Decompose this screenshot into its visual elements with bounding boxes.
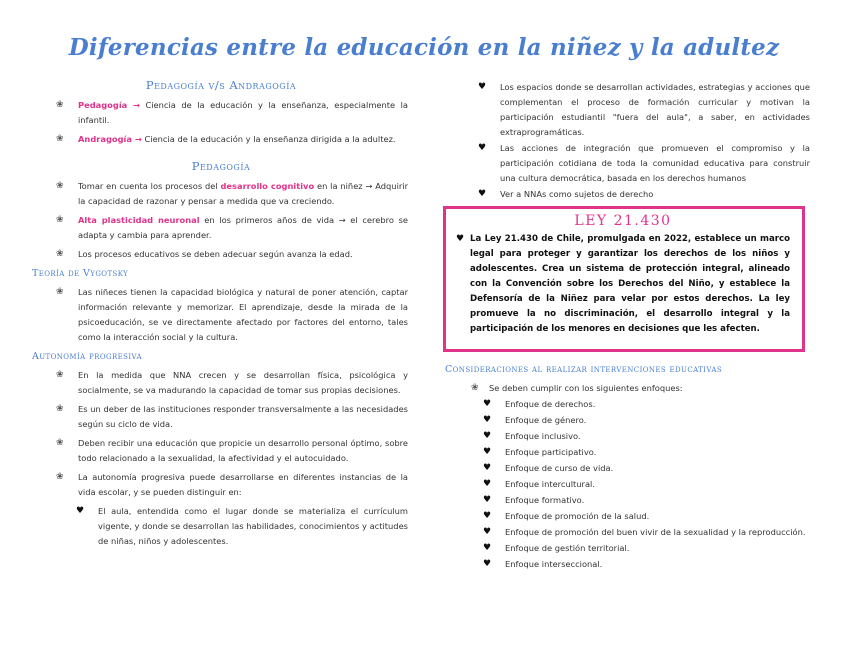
heart-bullet-icon: ♥: [483, 463, 492, 473]
section-heading-autonomia: Autonomía progresiva: [32, 351, 142, 362]
law-title: LEY 21.430: [574, 213, 672, 229]
list-item: ♥ Enfoque inclusivo.: [465, 429, 810, 444]
heart-bullet-icon: ♥: [483, 447, 492, 457]
list-item: ❀ Tomar en cuenta los procesos del desarrollo cognitivo en la niñez → Adquirir la capacidad de razonar y pensar a medida que va creciendo.: [56, 181, 409, 206]
list-item: ❀ En la medida que NNA crecen y se desarrollan física, psicológica y socialmente, se va madurando la capacidad de tomar sus propias decisiones.: [56, 370, 408, 395]
heart-bullet-icon: ♥: [483, 431, 492, 441]
flower-bullet-icon: ❀: [56, 370, 64, 380]
flower-bullet-icon: ❀: [471, 383, 479, 393]
list-item: ♥ El aula, entendida como el lugar donde se materializa el currículum vigente, y donde se desarrollan las habilidades, conocimientos y actitudes de niñas, niños y adolescentes.: [76, 506, 408, 546]
list-item: ❀ La autonomía progresiva puede desarrollarse en diferentes instancias de la vida escolar, y se pueden distinguir en:: [56, 472, 408, 497]
approaches-list: [465, 397, 810, 572]
autonomia-list: [34, 368, 408, 500]
heart-bullet-icon: ♥: [478, 189, 487, 199]
section-heading-vygotsky: Teoría de Vygotsky: [32, 268, 129, 279]
flower-bullet-icon: ❀: [56, 472, 64, 482]
list-item: ❀ Las niñeces tienen la capacidad biológica y natural de poner atención, captar información relevante y memorizar. El aprendizaje, desde la mirada de la psicoeducación, se ve directamente afectado por factores del entorno, tales como la interacción social y la cultura.: [56, 287, 408, 342]
list-item: ♥ Enfoque de promoción de la salud.: [465, 509, 810, 524]
law-text: ♥ La Ley 21.430 de Chile, promulgada en 2022, establece un marco legal para proteger y garantizar los derechos de los niños y adolescentes. Crea un sistema de protección integral, alineado con la Convención sobre los Derechos del Niño, y establece la Defensoría de la Niñez para velar por estos derechos. La ley promueve la no discriminación, el desarrollo integral y la participación de los menores en decisiones que les afecten.: [456, 234, 790, 334]
law-box: [443, 206, 805, 352]
list-item: ♥ Ver a NNAs como sujetos de derecho: [462, 187, 810, 202]
section-heading-pedagogia: Pedagogía: [191, 159, 251, 173]
list-item: ♥ Enfoque formativo.: [465, 493, 810, 508]
page-title: Diferencias entre la educación en la niñez y la adultez: [68, 34, 780, 61]
heart-bullet-icon: ♥: [483, 399, 492, 409]
list-item: ♥ Enfoque participativo.: [465, 445, 810, 460]
list-item: ♥ Enfoque interseccional.: [465, 557, 810, 572]
heart-bullet-icon: ♥: [483, 559, 492, 569]
list-item: ❀ Deben recibir una educación que propicie un desarrollo personal óptimo, sobre todo relacionado a la sexualidad, la afectividad y el autocuidado.: [56, 438, 408, 463]
heart-bullet-icon: ♥: [483, 527, 492, 537]
heart-bullet-icon: ♥: [478, 82, 487, 92]
list-item: ♥ Enfoque de gestión territorial.: [465, 541, 810, 556]
list-item: ♥ Enfoque de derechos.: [465, 397, 810, 412]
flower-bullet-icon: ❀: [56, 249, 64, 259]
autonomia-sublist: [54, 504, 408, 549]
flower-bullet-icon: ❀: [56, 438, 64, 448]
list-item: ♥ Las acciones de integración que promueven el compromiso y la participación cotidiana de toda la comunidad educativa para construir una cultura democrática, basada en los derechos humanos: [478, 143, 810, 183]
list-item: ♥ Enfoque intercultural.: [465, 477, 810, 492]
section-heading-pedagogia-vs-andragogia: Pedagogía v/s Andragogía: [145, 78, 297, 92]
left-column: [34, 78, 408, 553]
list-item: ❀ Es un deber de las instituciones responder transversalmente a las necesidades según su ciclo de vida.: [56, 404, 408, 429]
list-item: ♥ Enfoque de promoción del buen vivir de la sexualidad y la reproducción.: [465, 525, 810, 540]
considerations-section: [445, 364, 810, 573]
list-item: ❀ Se deben cumplir con los siguientes enfoques:: [445, 381, 810, 396]
definitions-list: [34, 98, 408, 147]
right-column: [462, 80, 810, 203]
flower-bullet-icon: ❀: [56, 404, 64, 414]
list-item: ♥ Enfoque de curso de vida.: [465, 461, 810, 476]
heart-bullet-icon: ♥: [483, 415, 492, 425]
heart-bullet-icon: ♥: [483, 479, 492, 489]
heart-bullet-icon: ♥: [76, 506, 85, 516]
list-item: ❀ Pedagogía → Ciencia de la educación y la enseñanza, especialmente la infantil.: [56, 100, 409, 125]
heart-bullet-icon: ♥: [456, 234, 465, 244]
flower-bullet-icon: ❀: [56, 100, 64, 110]
heart-bullet-icon: ♥: [478, 143, 487, 153]
considerations-list: [445, 381, 810, 396]
flower-bullet-icon: ❀: [56, 287, 64, 297]
flower-bullet-icon: ❀: [56, 215, 64, 225]
section-heading-considerations: Consideraciones al realizar intervenciones educativas: [445, 364, 723, 375]
heart-bullet-icon: ♥: [483, 511, 492, 521]
list-item: ❀ Alta plasticidad neuronal en los primeros años de vida → el cerebro se adapta y cambia para aprender.: [56, 215, 408, 240]
list-item: ❀ Los procesos educativos se deben adecuar según avanza la edad.: [34, 247, 408, 262]
vygotsky-list: [34, 285, 408, 345]
list-item: ❀ Andragogía → Ciencia de la educación y la enseñanza dirigida a la adultez.: [34, 132, 408, 147]
pedagogia-list: [34, 179, 408, 262]
list-item: ♥ Enfoque de género.: [465, 413, 810, 428]
heart-bullet-icon: ♥: [483, 543, 492, 553]
flower-bullet-icon: ❀: [56, 181, 64, 191]
heart-bullet-icon: ♥: [483, 495, 492, 505]
flower-bullet-icon: ❀: [56, 134, 64, 144]
list-item: ♥ Los espacios donde se desarrollan actividades, estrategias y acciones que complementan el proceso de formación curricular y motivan la participación estudiantil "fuera del aula", a saber, en actividades extraprogramáticas.: [478, 82, 810, 137]
instances-list: [462, 80, 810, 202]
